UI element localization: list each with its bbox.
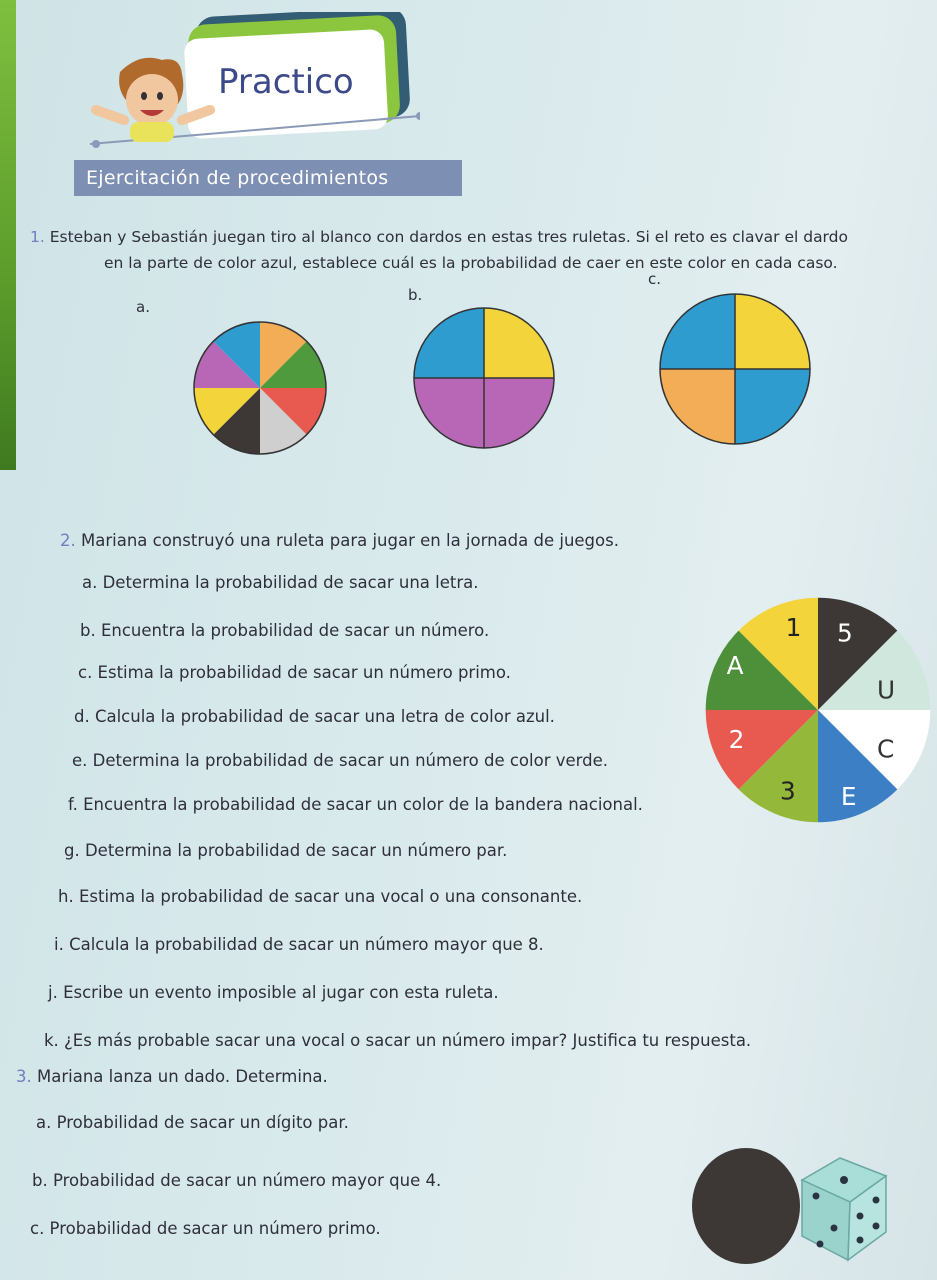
wheel-label-E: E <box>840 782 857 812</box>
wheel-b-sector-blue <box>414 308 484 378</box>
ex2-item-c: c. Estima la probabilidad de sacar un número primo. <box>78 663 511 682</box>
wheel-c-sector-yellow <box>735 294 810 369</box>
ex1-line1: Esteban y Sebastián juegan tiro al blanco con dardos en estas tres ruletas. Si el reto es clavar el dardo <box>49 228 848 246</box>
wheel-c <box>658 292 812 446</box>
wheel-b-sector-magenta-2 <box>414 378 484 448</box>
wheel-b-sector-yellow <box>484 308 554 378</box>
wheel-c-sector-blue-2 <box>660 294 735 369</box>
ex3-item-b: b. Probabilidad de sacar un número mayor que 4. <box>32 1171 442 1190</box>
ex2-item-f: f. Encuentra la probabilidad de sacar un color de la bandera nacional. <box>68 795 643 814</box>
ex2-item-e: e. Determina la probabilidad de sacar un número de color verde. <box>72 751 609 770</box>
ex2-intro-line <box>60 530 619 552</box>
wheel-label-1: 1 <box>785 612 802 642</box>
wheel-label-2: 2 <box>728 725 745 755</box>
ex2-item-h: h. Estima la probabilidad de sacar una vocal o una consonante. <box>58 887 583 906</box>
wheel-a <box>190 318 330 458</box>
dark-ball-icon <box>692 1148 800 1264</box>
dice-icon <box>802 1158 886 1260</box>
ex3-intro-line <box>16 1066 328 1088</box>
ex2-item-g: g. Determina la probabilidad de sacar un número par. <box>64 841 508 860</box>
wheel-label-C: C <box>877 734 895 764</box>
letters-numbers-wheel <box>700 590 936 830</box>
ex3-intro: Mariana lanza un dado. Determina. <box>37 1067 328 1086</box>
ex1-line2: en la parte de color azul, establece cuál es la probabilidad de caer en este color en cada caso. <box>104 254 838 272</box>
wheel-label-3: 3 <box>779 776 796 806</box>
wheel-label-5: 5 <box>837 618 853 648</box>
wheel-b <box>412 306 556 450</box>
ex1-number: 1. <box>30 228 45 246</box>
label-a: a. <box>136 298 150 316</box>
ex2-item-i: i. Calcula la probabilidad de sacar un número mayor que 8. <box>54 935 544 954</box>
label-b: b. <box>408 286 423 304</box>
wheel-b-sector-magenta-1 <box>484 378 554 448</box>
wheel-c-sector-orange <box>660 369 735 444</box>
ex2-item-d: d. Calcula la probabilidad de sacar una letra de color azul. <box>74 707 555 726</box>
boy-mascot-icon <box>90 52 220 142</box>
ex3-item-a: a. Probabilidad de sacar un dígito par. <box>36 1113 349 1132</box>
dice-illustration <box>690 1140 910 1280</box>
wheel-label-A: A <box>726 650 744 680</box>
ex1-text <box>30 226 848 248</box>
ex2-intro: Mariana construyó una ruleta para jugar en la jornada de juegos. <box>81 531 619 550</box>
wheel-c-sector-blue-1 <box>735 369 810 444</box>
section-tag: Ejercitación de procedimientos <box>74 160 462 196</box>
ex2-item-j: j. Escribe un evento imposible al jugar con esta ruleta. <box>48 983 499 1002</box>
ex2-item-b: b. Encuentra la probabilidad de sacar un número. <box>80 621 490 640</box>
ex2-item-k: k. ¿Es más probable sacar una vocal o sacar un número impar? Justifica tu respuesta. <box>44 1031 752 1050</box>
label-c: c. <box>648 270 662 288</box>
ex2-number: 2. <box>60 531 76 550</box>
ex3-item-c: c. Probabilidad de sacar un número primo. <box>30 1219 381 1238</box>
ex2-item-a: a. Determina la probabilidad de sacar una letra. <box>82 573 479 592</box>
page-title: Practico <box>218 62 354 102</box>
page-edge-green <box>0 0 16 470</box>
ex3-number: 3. <box>16 1067 32 1086</box>
wheel-label-U: U <box>877 675 896 705</box>
